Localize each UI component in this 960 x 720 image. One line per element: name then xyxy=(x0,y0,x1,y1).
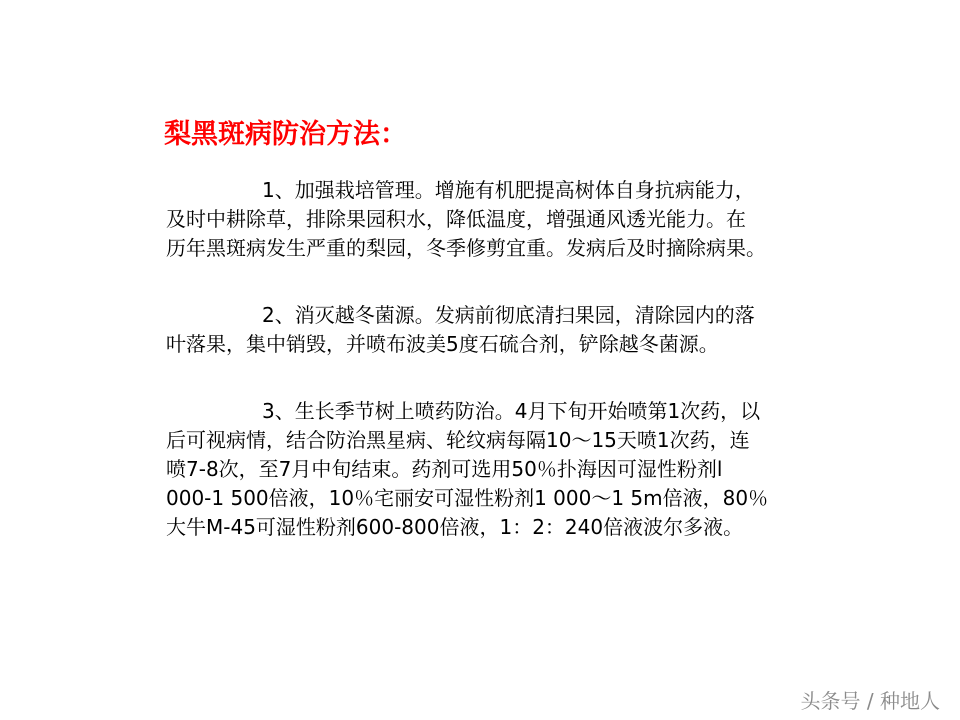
paragraph-line: 及时中耕除草，排除果园积水，降低温度，增强通风透光能力。在 xyxy=(166,207,746,231)
paragraph-line: 000-1 500倍液，10％宅丽安可湿性粉剂1 000～1 5m倍液，80％ xyxy=(166,486,769,510)
paragraph-line: 历年黑斑病发生严重的梨园，冬季修剪宜重。发病后及时摘除病果。 xyxy=(166,236,766,260)
paragraph-eliminate-source xyxy=(166,301,886,359)
paragraph-line: 叶落果，集中销毁，并喷布波美5度石硫合剂，铲除越冬菌源。 xyxy=(166,332,719,356)
slide-title: 梨黑斑病防治方法： xyxy=(164,119,407,150)
paragraph-line: 3、生长季节树上喷药防治。4月下旬开始喷第1次药，以 xyxy=(262,399,761,423)
paragraph-line: 喷7-8次，至7月中旬结束。药剂可选用50％扑海因可湿性粉剂l xyxy=(166,457,723,481)
paragraph-spacer xyxy=(166,359,886,397)
paragraph-line: 大牛M-45可湿性粉剂600-800倍液，1：2：240倍液波尔多液。 xyxy=(166,515,744,539)
watermark: 头条号 / 种地人 xyxy=(800,689,940,713)
paragraph-spacer xyxy=(166,263,886,301)
paragraph-line: 2、消灭越冬菌源。发病前彻底清扫果园，清除园内的落 xyxy=(262,303,755,327)
slide-body xyxy=(166,176,886,542)
paragraph-cultivation xyxy=(166,176,886,263)
paragraph-line: 后可视病情，结合防治黑星病、轮纹病每隔10～15天喷1次药，连 xyxy=(166,428,750,452)
paragraph-line: 1、加强栽培管理。增施有机肥提高树体自身抗病能力， xyxy=(262,178,755,202)
paragraph-spraying xyxy=(166,397,886,542)
